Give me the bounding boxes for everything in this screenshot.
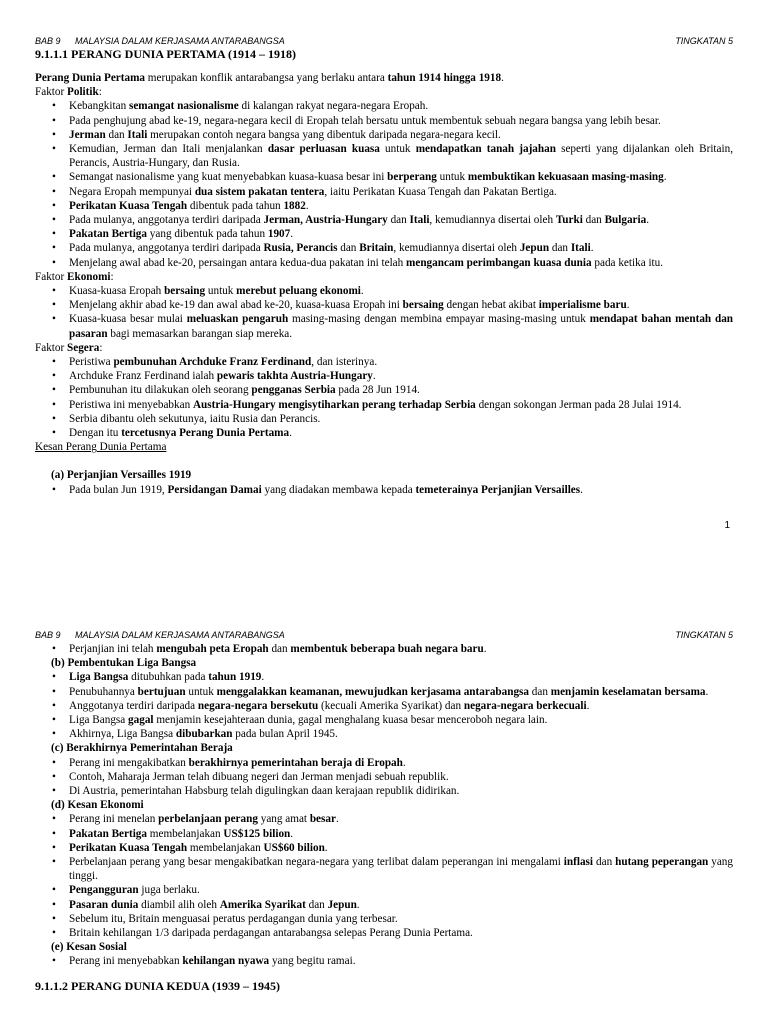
bold-text: Liga Bangsa xyxy=(69,671,129,684)
chapter-title: MALAYSIA DALAM KERJASAMA ANTARABANGSA xyxy=(75,630,285,640)
chapter-label: BAB 9 xyxy=(35,630,61,640)
text: untuk xyxy=(185,685,217,698)
bullet-item xyxy=(35,912,733,926)
text: . xyxy=(324,841,328,854)
bold-text: merebut peluang ekonomi xyxy=(236,285,361,298)
spacer xyxy=(35,969,733,979)
text: di kalangan rakyat negara-negara Eropah. xyxy=(238,100,429,113)
bold-text: dua sistem pakatan tentera xyxy=(194,185,325,198)
bold-text: berakhirnya pemerintahan beraja di Eropah xyxy=(188,756,403,769)
bold-text: menjamin keselamatan bersama xyxy=(550,685,706,698)
text: Faktor xyxy=(35,86,68,99)
bold-text: (d) Kesan Ekonomi xyxy=(51,799,144,812)
text: Sebelum itu, Britain menguasai peratus perdagangan dunia yang terbesar. xyxy=(69,912,398,925)
text: Contoh, Maharaja Jerman telah dibuang negeri dan Jerman menjadi sebuah republik. xyxy=(69,770,449,783)
text: Dengan itu xyxy=(69,427,122,440)
text: , dan isterinya. xyxy=(311,356,378,369)
text: yang dibentuk pada tahun xyxy=(147,228,268,241)
bullet-item xyxy=(35,355,733,369)
text: dibentuk pada tahun xyxy=(187,199,284,212)
text: : xyxy=(99,341,103,354)
bullet-item xyxy=(35,841,733,855)
paragraph xyxy=(35,270,733,284)
text: menjamin kesejahteraan dunia, gagal menghalang kuasa besar menceroboh negara lain. xyxy=(153,714,548,727)
bold-text: Perikatan Kuasa Tengah xyxy=(69,841,188,854)
bullet-item xyxy=(35,670,733,684)
text: Kuasa-kuasa Eropah xyxy=(69,285,165,298)
bold-text: (a) Perjanjian Versailles 1919 xyxy=(51,469,192,482)
text: , kemudiannya disertai oleh xyxy=(429,214,556,227)
text: pada 28 Jun 1914. xyxy=(335,384,420,397)
subheading xyxy=(35,798,733,812)
text: Akhirnya, Liga Bangsa xyxy=(69,728,176,741)
bullet-item xyxy=(35,128,733,142)
bullet-item xyxy=(35,227,733,241)
bold-text: Pakatan Bertiga xyxy=(69,228,147,241)
bullet-item xyxy=(35,713,733,727)
text: untuk xyxy=(379,143,416,156)
text: . xyxy=(360,285,364,298)
bold-text: Itali xyxy=(127,128,148,141)
text: ditubuhkan pada xyxy=(128,671,209,684)
subheading xyxy=(35,468,733,482)
text: . xyxy=(356,898,360,911)
bold-text: (b) Pembentukan Liga Bangsa xyxy=(51,657,197,670)
bold-text: 9.1.1.1 PERANG DUNIA PERTAMA (1914 – 1918) xyxy=(35,47,297,61)
bold-text: 1882 xyxy=(283,199,306,212)
bold-text: Britain xyxy=(359,242,394,255)
bold-text: Rusia, Perancis xyxy=(263,242,338,255)
bold-text: besar xyxy=(309,813,336,826)
bold-text: US$60 bilion xyxy=(263,841,325,854)
text: Anggotanya terdiri daripada xyxy=(69,699,198,712)
text: yang begitu ramai. xyxy=(269,955,356,968)
bullet-item xyxy=(35,298,733,312)
section-heading xyxy=(35,979,733,993)
text: yang tinggi. xyxy=(69,856,733,883)
text: . xyxy=(290,228,294,241)
bold-text: gagal xyxy=(128,714,154,727)
text: yang amat xyxy=(257,813,310,826)
bold-text: membentuk beberapa buah negara baru xyxy=(290,643,484,655)
bold-text: Austria-Hungary mengisytiharkan perang terhadap Serbia xyxy=(192,398,476,411)
bold-text: tahun 1914 hingga 1918 xyxy=(387,72,502,84)
text: untuk xyxy=(436,171,468,184)
page-1-body xyxy=(35,47,733,497)
bold-text: mendapatkan tanah jajahan xyxy=(415,143,556,156)
section-heading xyxy=(35,47,733,61)
text: . xyxy=(626,299,630,312)
bold-text: tercetusnya Perang Dunia Pertama xyxy=(121,427,290,440)
text: . xyxy=(646,214,650,227)
bullet-item xyxy=(35,383,733,397)
bold-text: dibubarkan xyxy=(175,728,233,741)
bold-text: Itali xyxy=(409,214,430,227)
underlined-heading xyxy=(35,440,733,454)
bold-text: dasar perluasan kuasa xyxy=(267,143,380,156)
bold-text: imperialisme baru xyxy=(538,299,627,312)
text: . xyxy=(586,699,590,712)
bold-text: Itali xyxy=(570,242,591,255)
bullet-item xyxy=(35,199,733,213)
text: . xyxy=(289,427,292,440)
paragraph xyxy=(35,71,733,85)
text: merupakan contoh negara bangsa yang dibentuk daripada negara-negara kecil. xyxy=(147,128,501,141)
bullet-item xyxy=(35,926,733,940)
bold-text: pembunuhan Archduke Franz Ferdinand xyxy=(113,356,312,369)
bold-text: Pengangguran xyxy=(69,884,139,897)
text: . xyxy=(663,171,667,184)
subheading xyxy=(35,741,733,755)
bold-text: temeterainya Perjanjian Versailles xyxy=(415,483,581,496)
bold-text: semangat nasionalisme xyxy=(128,100,239,113)
text: Menjelang akhir abad ke-19 dan awal abad ke-20, kuasa-kuasa Eropah ini xyxy=(69,299,403,312)
bold-text: Perikatan Kuasa Tengah xyxy=(69,199,188,212)
bullet-item xyxy=(35,185,733,199)
bold-text: bersaing xyxy=(402,299,444,312)
bold-text: Pasaran dunia xyxy=(69,898,139,911)
text: . xyxy=(590,242,594,255)
bold-text: Jerman xyxy=(69,128,106,141)
text: . xyxy=(580,483,583,496)
text: Pada penghujung abad ke-19, negara-negara kecil di Eropah telah bersatu untuk membentuk sebuah negara bangsa yang lebih besar. xyxy=(69,114,661,127)
text: Peristiwa xyxy=(69,356,114,369)
text: untuk xyxy=(205,285,237,298)
page-number: 1 xyxy=(724,520,730,531)
bullet-item xyxy=(35,770,733,784)
text: dengan sokongan Jerman pada 28 Julai 1914. xyxy=(475,398,682,411)
text: juga berlaku. xyxy=(138,884,200,897)
bullet-item xyxy=(35,241,733,255)
bold-text: meluaskan pengaruh xyxy=(186,313,289,326)
bold-text: bertujuan xyxy=(137,685,186,698)
bullet-item xyxy=(35,727,733,741)
text: Perang ini mengakibatkan xyxy=(69,756,189,769)
bullet-item xyxy=(35,756,733,770)
text: . xyxy=(705,685,709,698)
bold-text: pengganas Serbia xyxy=(251,384,336,397)
form-label: TINGKATAN 5 xyxy=(675,630,733,640)
text: Pada bulan Jun 1919, xyxy=(69,483,168,496)
bold-text: US$125 bilion xyxy=(223,827,291,840)
paragraph xyxy=(35,341,733,355)
text: Faktor xyxy=(35,270,68,283)
text: . xyxy=(483,643,487,655)
bold-text: Ekonomi xyxy=(67,270,111,283)
text: dan xyxy=(305,898,328,911)
paragraph xyxy=(35,85,733,99)
bullet-item xyxy=(35,284,733,298)
bullet-item xyxy=(35,812,733,826)
text: membelanjakan xyxy=(187,841,264,854)
text: Kesan Perang Dunia Pertama xyxy=(35,441,167,454)
bold-text: menggalakkan keamanan, mewujudkan kerjasama antarabangsa xyxy=(216,685,529,698)
text: Perjanjian ini telah xyxy=(69,643,157,655)
bold-text: Jepun xyxy=(327,898,357,911)
chapter-title: MALAYSIA DALAM KERJASAMA ANTARABANGSA xyxy=(75,36,285,46)
text: masing-masing dengan membina empayar masing-masing untuk xyxy=(288,313,590,326)
text: Perang ini menelan xyxy=(69,813,159,826)
bold-text: mengancam perimbangan kuasa dunia xyxy=(406,256,592,269)
bold-text: perbelanjaan perang xyxy=(158,813,258,826)
bullet-item xyxy=(35,784,733,798)
bullet-item xyxy=(35,954,733,968)
chapter-label: BAB 9 xyxy=(35,36,61,46)
bold-text: pewaris takhta Austria-Hungary xyxy=(216,370,373,383)
text: dan xyxy=(529,685,551,698)
document-page-2 xyxy=(0,626,768,1024)
text: dan xyxy=(268,643,291,655)
text: Semangat nasionalisme yang kuat menyebabkan kuasa-kuasa besar ini xyxy=(69,171,388,184)
bullet-item xyxy=(35,312,733,340)
text: Penubuhannya xyxy=(69,685,138,698)
subheading xyxy=(35,656,733,670)
bold-text: Politik xyxy=(67,86,99,99)
text: dan xyxy=(105,128,128,141)
text: membelanjakan xyxy=(147,827,224,840)
text: Peristiwa ini menyebabkan xyxy=(69,398,193,411)
bullet-item xyxy=(35,642,733,656)
bullet-item xyxy=(35,142,733,170)
text: . xyxy=(501,72,504,84)
text: Kemudian, Jerman dan Itali menjalankan xyxy=(69,143,268,156)
text: Pada mulanya, anggotanya terdiri daripada xyxy=(69,214,264,227)
subheading xyxy=(35,940,733,954)
spacer xyxy=(35,61,733,71)
text: diambil alih oleh xyxy=(138,898,220,911)
bold-text: Pakatan Bertiga xyxy=(69,827,147,840)
bullet-item xyxy=(35,883,733,897)
bullet-item xyxy=(35,426,733,440)
text: Kebangkitan xyxy=(69,100,129,113)
text: Archduke Franz Ferdinand ialah xyxy=(69,370,217,383)
text: : xyxy=(98,86,102,99)
text: Perang ini menyebabkan xyxy=(69,955,183,968)
bold-text: mengubah peta Eropah xyxy=(156,643,269,655)
text: merupakan konflik antarabangsa yang berlaku antara xyxy=(145,72,388,84)
bold-text: Bulgaria xyxy=(604,214,647,227)
text: (kecuali Amerika Syarikat) dan xyxy=(318,699,464,712)
bold-text: mendapat bahan mentah dan pasaran xyxy=(69,313,734,340)
text: Liga Bangsa xyxy=(69,714,129,727)
bullet-item xyxy=(35,483,733,497)
bullet-item xyxy=(35,855,733,883)
text: , kemudiannya disertai oleh xyxy=(393,242,520,255)
bullet-item xyxy=(35,699,733,713)
bold-text: Persidangan Damai xyxy=(167,483,262,496)
bold-text: negara-negara berkecuali xyxy=(463,699,587,712)
spacer xyxy=(35,454,733,468)
bold-text: hutang peperangan xyxy=(615,856,709,869)
text: . xyxy=(290,827,294,840)
text: . xyxy=(372,370,376,383)
text: dan xyxy=(549,242,571,255)
bold-text: Segera xyxy=(67,341,100,354)
text: dengan hebat akibat xyxy=(443,299,539,312)
text: . xyxy=(305,199,309,212)
bullet-item xyxy=(35,412,733,426)
bold-text: kehilangan nyawa xyxy=(182,955,270,968)
bold-text: berperang xyxy=(387,171,437,184)
bold-text: Jerman, Austria-Hungary xyxy=(263,214,388,227)
text: Pembunuhan itu dilakukan oleh seorang xyxy=(69,384,252,397)
text: bagi memasarkan barangan siap mereka. xyxy=(107,327,293,340)
bold-text: (c) Berakhirnya Pemerintahan Beraja xyxy=(51,742,233,755)
bold-text: negara-negara bersekutu xyxy=(197,699,319,712)
text: dan xyxy=(387,214,410,227)
bold-text: Amerika Syarikat xyxy=(219,898,306,911)
text: dan xyxy=(582,214,605,227)
bold-text: (e) Kesan Sosial xyxy=(51,941,127,954)
text: . xyxy=(261,671,265,684)
bullet-item xyxy=(35,170,733,184)
text: Serbia dibantu oleh sekutunya, iaitu Rusia dan Perancis. xyxy=(69,412,321,425)
text: Kuasa-kuasa besar mulai xyxy=(69,313,187,326)
text: : xyxy=(110,270,114,283)
bullet-item xyxy=(35,114,733,128)
bold-text: Jepun xyxy=(519,242,550,255)
text: Di Austria, pemerintahan Habsburg telah digulingkan daan kerajaan republik didirikan. xyxy=(69,785,460,798)
bullet-item xyxy=(35,256,733,270)
bold-text: Perang Dunia Pertama xyxy=(35,72,145,84)
text: Menjelang awal abad ke-20, persaingan antara kedua-dua pakatan ini telah xyxy=(69,256,407,269)
bold-text: 1907 xyxy=(267,228,291,241)
bold-text: 9.1.1.2 PERANG DUNIA KEDUA (1939 – 1945) xyxy=(35,978,281,993)
page-header xyxy=(35,36,733,46)
bullet-item xyxy=(35,213,733,227)
text: yang diadakan membawa kepada xyxy=(261,483,416,496)
text: , iaitu Perikatan Kuasa Tengah dan Pakatan Bertiga. xyxy=(324,185,557,198)
text: Pada mulanya, anggotanya terdiri daripada xyxy=(69,242,264,255)
bullet-item xyxy=(35,99,733,113)
text: . xyxy=(335,813,339,826)
page-header xyxy=(35,630,733,640)
bold-text: bersaing xyxy=(164,285,206,298)
text: . xyxy=(402,756,406,769)
form-label: TINGKATAN 5 xyxy=(675,36,733,46)
bullet-item xyxy=(35,685,733,699)
bullet-item xyxy=(35,898,733,912)
bullet-item xyxy=(35,369,733,383)
text: Faktor xyxy=(35,341,68,354)
text: dan xyxy=(337,242,360,255)
text: dan xyxy=(593,856,616,869)
text: Britain kehilangan 1/3 daripada perdagangan antarabangsa selepas Perang Dunia Pertama. xyxy=(69,927,473,940)
bold-text: inflasi xyxy=(563,856,594,869)
bold-text: Turki xyxy=(555,214,583,227)
text: Perbelanjaan perang yang besar mengakibatkan negara-negara yang terlibat dalam peperangan ini mengalami xyxy=(69,856,564,869)
bold-text: tahun 1919 xyxy=(208,671,262,684)
page-2-body xyxy=(35,642,733,993)
text: Negara Eropah mempunyai xyxy=(69,185,195,198)
bold-text: membuktikan kekuasaan masing-masing xyxy=(467,171,664,184)
text: pada ketika itu. xyxy=(591,256,664,269)
bullet-item xyxy=(35,827,733,841)
text: pada bulan April 1945. xyxy=(232,728,338,741)
bullet-item xyxy=(35,398,733,412)
text: seperti yang dijalankan oleh Britain, Perancis, Austria-Hungary, dan Rusia. xyxy=(69,143,734,170)
